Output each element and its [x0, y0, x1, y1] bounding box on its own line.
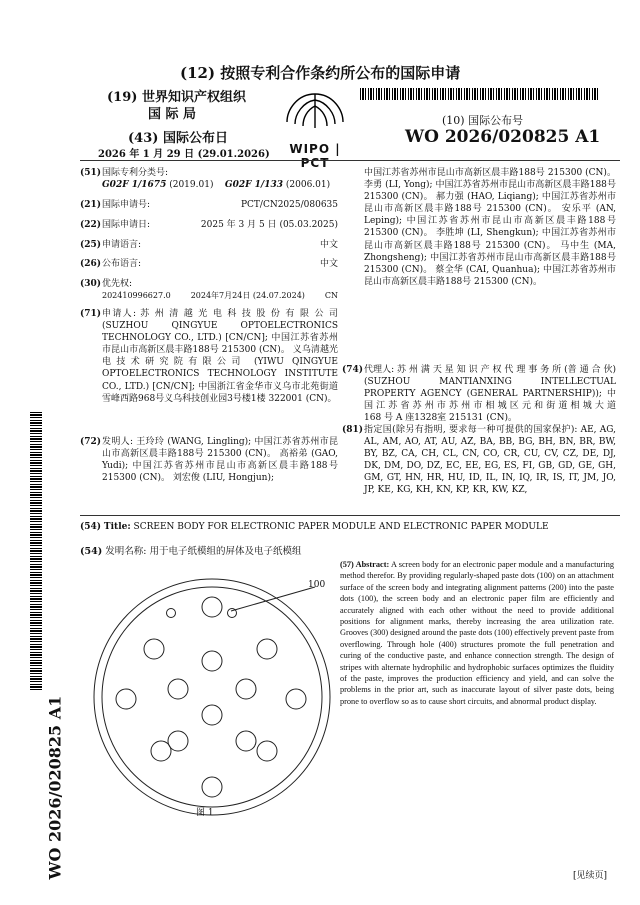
applicant-code: (71) — [80, 309, 102, 319]
priority-code: (30) — [80, 279, 102, 289]
app-no-field — [80, 199, 338, 212]
pub-no-code: (10) — [442, 114, 465, 127]
figure-1 — [86, 565, 336, 825]
org-bureau: 国 际 局 — [148, 107, 197, 122]
figure-caption: 图 1 — [196, 808, 214, 818]
filing-label: 国际申请日: — [102, 220, 151, 230]
ipc-code: (51) — [80, 168, 102, 178]
title-zh-row — [80, 543, 301, 557]
outer-circle — [94, 579, 330, 815]
abstract-label: (57) Abstract: — [340, 560, 390, 569]
paste-dot — [202, 777, 222, 797]
filing-lang-code: (25) — [80, 240, 102, 250]
filing-date: 2025 年 3 月 5 日 (05.03.2025) — [200, 220, 338, 230]
side-pub-no: WO 2026/020825 A1 — [45, 695, 65, 880]
continued-label: [见续页] — [573, 871, 608, 881]
pub-date: 2026 年 1 月 29 日 (29.01.2026) — [98, 149, 270, 160]
inventor-field — [80, 436, 338, 486]
designated-states-field — [342, 424, 616, 510]
states-text: 指定国(除另有指明, 要求每一种可提供的国家保护): AE, AG, AL, AM, AO, AT, AU, AZ, BA, BB, BG, BH, BN, BR, BW, BY, BZ, CA, CH, CL, CN, CO, CR, CU, CV, CZ, DE, DJ, DK, DM, DO, DZ, EC, EE, EG, ES, FI, GB, GD, GE, GH, GM, GT, HN, HR, HU, ID, IL, IN, IQ, IR, IS, IT, JM, JO, JP, KE, KG, KH, KN, KP, KR, KW, KZ, — [364, 425, 616, 496]
ipc-field — [80, 167, 338, 191]
pub-lang: 中文 — [319, 259, 338, 269]
abstract — [340, 559, 614, 707]
wipo-emblem-icon — [275, 88, 355, 138]
priority-field — [80, 278, 338, 304]
paste-dot — [151, 741, 171, 761]
pub-no-heading — [442, 112, 523, 128]
paste-dot — [202, 651, 222, 671]
paste-dot — [202, 597, 222, 617]
figure-ref-label: 100 — [308, 580, 326, 590]
filing-code: (22) — [80, 220, 102, 230]
priority-country: CN — [324, 291, 338, 301]
title-zh: 发明名称: 用于电子纸模组的屏体及电子纸模组 — [105, 546, 302, 557]
title-en-code: (54) — [80, 522, 102, 532]
app-no: PCT/CN2025/080635 — [240, 200, 338, 210]
states-code: (81) — [342, 425, 364, 435]
title-en: SCREEN BODY FOR ELECTRONIC PAPER MODULE AND ELECTRONIC PAPER MODULE — [133, 522, 549, 532]
pub-date-label: 国际公布日 — [162, 131, 228, 146]
screen-body-drawing — [86, 565, 336, 825]
wipo-logo — [275, 88, 355, 170]
inventor-code: (72) — [80, 437, 102, 447]
agent-text: 代理人: 苏 州 满 天 星 知 识 产 权 代 理 事 务 所 (普 通 合 伙) (SUZHOU MANTIANXING INTELLECTUAL PROPERTY AGENCY (GENERAL PARTNERSHIP)); 中 国 江 苏 省 苏 州 市 苏 州 市 相 城 区 元 和 街 道 相 城 大 道 168 号 A 座1328室 215131 (CN)。 — [364, 365, 616, 424]
pub-lang-code: (26) — [80, 259, 102, 269]
title-zh-code: (54) — [80, 546, 103, 557]
pub-lang-field — [80, 258, 338, 271]
doc-type-title: (12) 按照专利合作条约所公布的国际申请 — [180, 64, 461, 82]
ipc-1-date: (2019.01) — [169, 180, 214, 191]
logo-text: WIPO | PCT — [289, 142, 341, 170]
paste-dot — [202, 705, 222, 725]
title-en-label: Title: — [103, 522, 131, 532]
inventor-cont-field — [364, 167, 616, 337]
paste-dot — [286, 689, 306, 709]
side-barcode — [30, 410, 42, 690]
abstract-text: A screen body for an electronic paper module and a manufacturing method therefor. By providing regularly-shaped paste dots (100) on an attachment surface of the screen body and integrating alignment patterns (200) into the paste dots (100), the screen body and an electronic paper film are efficiently and accurately aligned with each other without the need to provide additional positions for alignment marks, thereby increasing the area utilization rate. Grooves (300) designed around the paste dots (100) effectively prevent paste from overflowing. Through hole (400) structures promote the full penetration and curing of the conductive paste, and enhance connection strength. The design of stripes with alternate hydrophilic and hydrophobic surfaces optimizes the fluidity of the paste, improves the production efficiency and yield, and can solve the problems in the prior art, such as inaccurate layout of silver paste dots, being prone to overflow so as to cause short circuits, and abnormal product display. — [340, 560, 614, 706]
title-en-row — [80, 522, 549, 532]
filing-lang-field — [80, 239, 338, 252]
pub-no: WO 2026/020825 A1 — [405, 127, 601, 147]
app-no-code: (21) — [80, 200, 102, 210]
filing-lang: 中文 — [319, 240, 338, 250]
ipc-label: 国际专利分类号: — [102, 168, 169, 178]
agent-code: (74) — [342, 365, 364, 375]
priority-label: 优先权: — [102, 279, 133, 289]
paste-dot — [257, 741, 277, 761]
inner-circle — [102, 587, 322, 807]
applicant-text: 申请人: 苏 州 清 越 光 电 科 技 股 份 有 限 公 司 (SUZHOU QINGYUE OPTOELECTRONICS TECHNOLOGY CO., LTD.) [CN/CN]; 中国江苏省苏州市昆山市高新区晨丰路188号 215300 (CN)。 义乌清越光电技术研究院有限公司 (YIWU QINGYUE OPTOELECTRONICS TECHNOLOGY INSTITUTE CO., LTD.) [CN/CN]; 中国浙江省金华市义乌市北苑街道雪峰西路968号义乌科技创业园3号楼1楼 322001 (CN)。 — [102, 309, 338, 404]
paste-dot — [144, 639, 164, 659]
paste-dot — [236, 731, 256, 751]
agent-field — [342, 364, 616, 424]
paste-dot — [236, 679, 256, 699]
inventor-cont-text: 中国江苏省苏州市昆山市高新区晨丰路188号 215300 (CN)。 李勇 (LI, Yong); 中国江苏省苏州市昆山市高新区晨丰路188号 215300 (CN)。 郝力强 (HAO, Liqiang); 中国江苏省苏州市昆山市高新区晨丰路188号 215300 (CN)。 安乐平 (AN, Leping); 中国江苏省苏州市昆山市高新区晨丰路188号 215300 (CN)。 李胜坤 (LI, Shengkun); 中国江苏省苏州市昆山市高新区晨丰路188号 215300 (CN)。 马中生 (MA, Zhongsheng); 中国江苏省苏州市昆山市高新区晨丰路188号 215300 (CN)。 蔡全华 (CAI, Quanhua); 中国江苏省苏州市昆山市高新区晨丰路188号 215300 (CN)。 — [364, 168, 616, 287]
leader-line — [231, 587, 315, 611]
pub-lang-label: 公布语言: — [102, 259, 142, 269]
ipc-2: G02F 1/133 — [224, 180, 283, 191]
inventor-text: 发明人: 王玲玲 (WANG, Lingling); 中国江苏省苏州市昆山市高新区晨丰路188号 215300 (CN)。 高裕弟 (GAO, Yudi); 中国江苏省苏州市昆山市高新区晨丰路188号 215300 (CN)。 刘宏俊 (LIU, Hongjun); — [102, 437, 338, 484]
barcode — [360, 88, 600, 100]
priority-date: 2024年7月24日 (24.07.2024) — [190, 291, 305, 301]
org-code: (19) — [107, 90, 138, 105]
ipc-1: G02F 1/1675 — [102, 180, 167, 191]
paste-dot — [116, 689, 136, 709]
applicant-field — [80, 308, 338, 430]
pub-date-heading — [128, 127, 228, 146]
ipc-2-date: (2006.01) — [285, 180, 331, 191]
filing-field — [80, 219, 338, 232]
alignment-mark — [167, 609, 176, 618]
org-name: 世界知识产权组织 — [141, 90, 246, 105]
priority-no: 202410996627.0 — [102, 291, 171, 301]
paste-dot — [168, 679, 188, 699]
paste-dot — [257, 639, 277, 659]
filing-lang-label: 申请语言: — [102, 240, 142, 250]
app-no-label: 国际申请号: — [102, 200, 151, 210]
pub-date-code: (43) — [128, 131, 159, 146]
pub-no-label: 国际公布号 — [468, 114, 524, 127]
